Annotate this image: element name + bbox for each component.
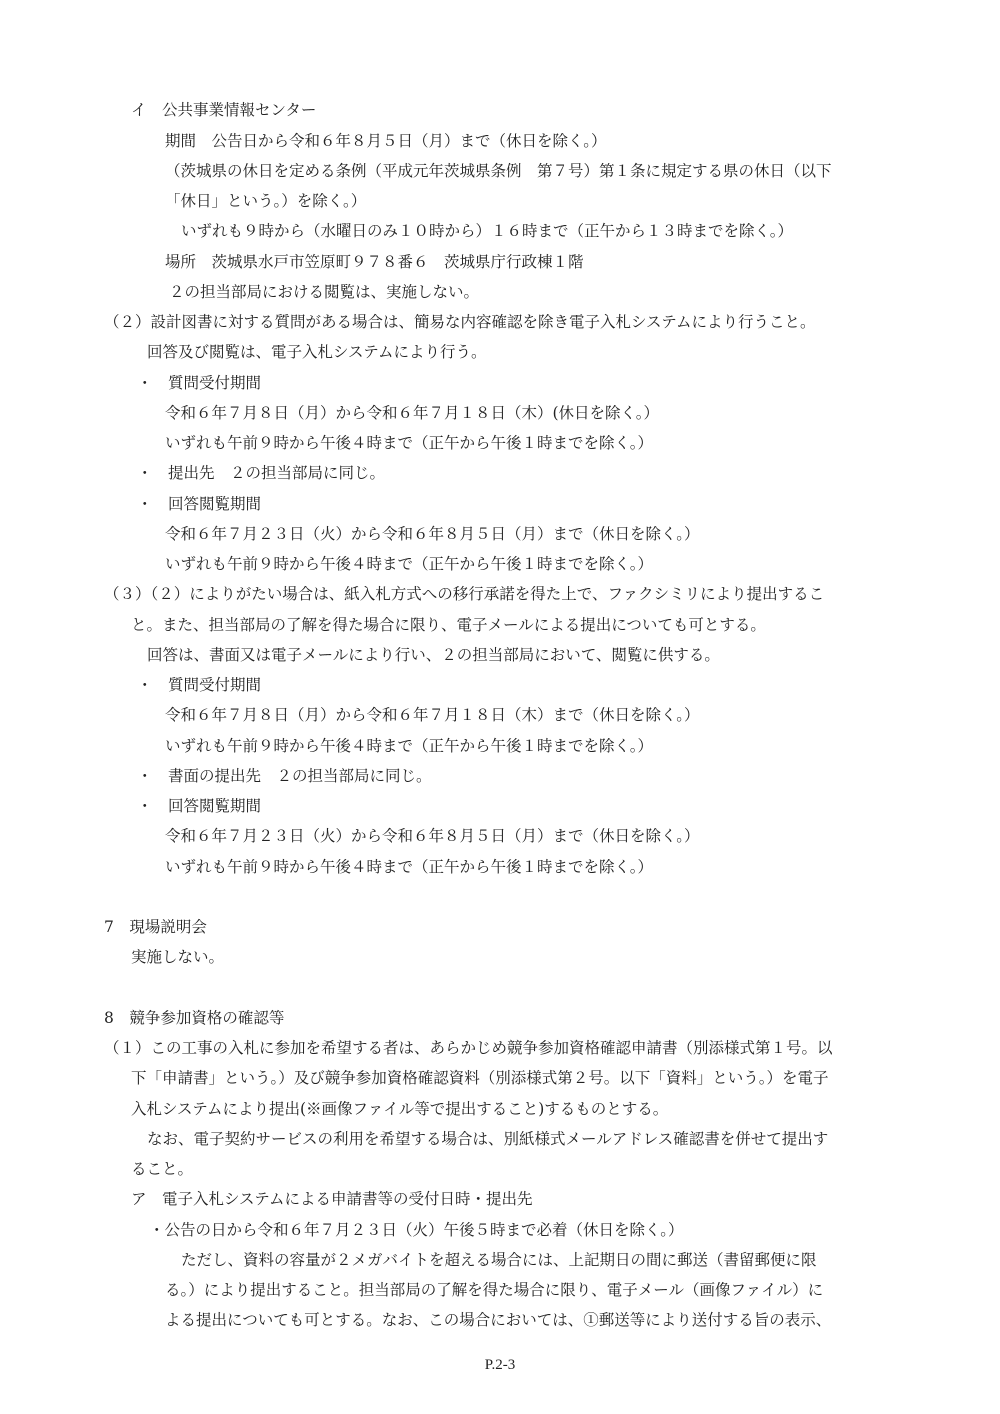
- text-line: ること。: [131, 1160, 194, 1178]
- text-line: ・ 回答閲覧期間: [137, 797, 262, 815]
- text-line: （２）設計図書に対する質問がある場合は、簡易な内容確認を除き電子入札システムにより行うこと。: [104, 313, 816, 331]
- text-line: 令和６年７月２３日（火）から令和６年８月５日（月）まで（休日を除く。）: [165, 525, 700, 543]
- text-line: よる提出についても可とする。なお、この場合においては、①郵送等により送付する旨の表示、: [165, 1311, 832, 1329]
- text-line: 回答は、書面又は電子メールにより行い、２の担当部局において、閲覧に供する。: [147, 646, 720, 664]
- text-line: （茨城県の休日を定める条例（平成元年茨城県条例 第７号）第１条に規定する県の休日（以下: [165, 162, 832, 180]
- text-line: 期間 公告日から令和６年８月５日（月）まで（休日を除く。）: [165, 132, 607, 150]
- text-line: ２の担当部局における閲覧は、実施しない。: [169, 283, 480, 301]
- text-line: ・ 質問受付期間: [137, 676, 262, 694]
- text-line: イ 公共事業情報センター: [131, 101, 317, 119]
- text-line: いずれも午前９時から午後４時まで（正午から午後１時までを除く。）: [165, 555, 653, 573]
- text-line: 令和６年７月８日（月）から令和６年７月１８日（木）まで（休日を除く。）: [165, 706, 700, 724]
- text-line: 下「申請書」という。）及び競争参加資格確認資料（別添様式第２号。以下「資料」という。）を電子: [131, 1069, 829, 1087]
- text-line: いずれも午前９時から午後４時まで（正午から午後１時までを除く。）: [165, 737, 653, 755]
- text-line: ア 電子入札システムによる申請書等の受付日時・提出先: [131, 1190, 533, 1208]
- text-line: ただし、資料の容量が２メガバイトを超える場合には、上記期日の間に郵送（書留郵便に限: [181, 1251, 817, 1269]
- text-line: （３）（２）によりがたい場合は、紙入札方式への移行承諾を得た上で、ファクシミリにより提出するこ: [104, 585, 825, 603]
- text-line: 令和６年７月２３日（火）から令和６年８月５日（月）まで（休日を除く。）: [165, 827, 700, 845]
- text-line: なお、電子契約サービスの利用を希望する場合は、別紙様式メールアドレス確認書を併せて提出す: [147, 1130, 829, 1148]
- text-line: 令和６年７月８日（月）から令和６年７月１８日（木）(休日を除く。）: [165, 404, 659, 422]
- text-line: 実施しない。: [131, 948, 225, 966]
- text-line: 「休日」という。）を除く。）: [165, 192, 367, 210]
- text-line: ・ 提出先 ２の担当部局に同じ。: [137, 464, 386, 482]
- text-line: る。）により提出すること。担当部局の了解を得た場合に限り、電子メール（画像ファイル）に: [165, 1281, 824, 1299]
- text-line: ・ 書面の提出先 ２の担当部局に同じ。: [137, 767, 432, 785]
- text-line: ・公告の日から令和６年７月２３日（火）午後５時まで必着（休日を除く。）: [149, 1221, 684, 1239]
- page-number: P.2-3: [484, 1357, 516, 1373]
- text-line: と。また、担当部局の了解を得た場合に限り、電子メールによる提出についても可とする。: [131, 616, 766, 634]
- section-heading: 8 競争参加資格の確認等: [104, 1009, 285, 1027]
- text-line: ・ 質問受付期間: [137, 374, 262, 392]
- text-line: ・ 回答閲覧期間: [137, 495, 262, 513]
- text-line: 回答及び閲覧は、電子入札システムにより行う。: [147, 343, 487, 361]
- text-line: いずれも午前９時から午後４時まで（正午から午後１時までを除く。）: [165, 858, 653, 876]
- text-line: 場所 茨城県水戸市笠原町９７８番６ 茨城県庁行政棟１階: [165, 253, 584, 271]
- text-line: （１）この工事の入札に参加を希望する者は、あらかじめ競争参加資格確認申請書（別添様式第１号。以: [104, 1039, 833, 1057]
- section-heading: 7 現場説明会: [104, 918, 207, 936]
- text-line: 入札システムにより提出(※画像ファイル等で提出すること)するものとする。: [131, 1100, 669, 1118]
- text-line: いずれも９時から（水曜日のみ１０時から）１６時まで（正午から１３時までを除く。）: [181, 222, 793, 240]
- text-line: いずれも午前９時から午後４時まで（正午から午後１時までを除く。）: [165, 434, 653, 452]
